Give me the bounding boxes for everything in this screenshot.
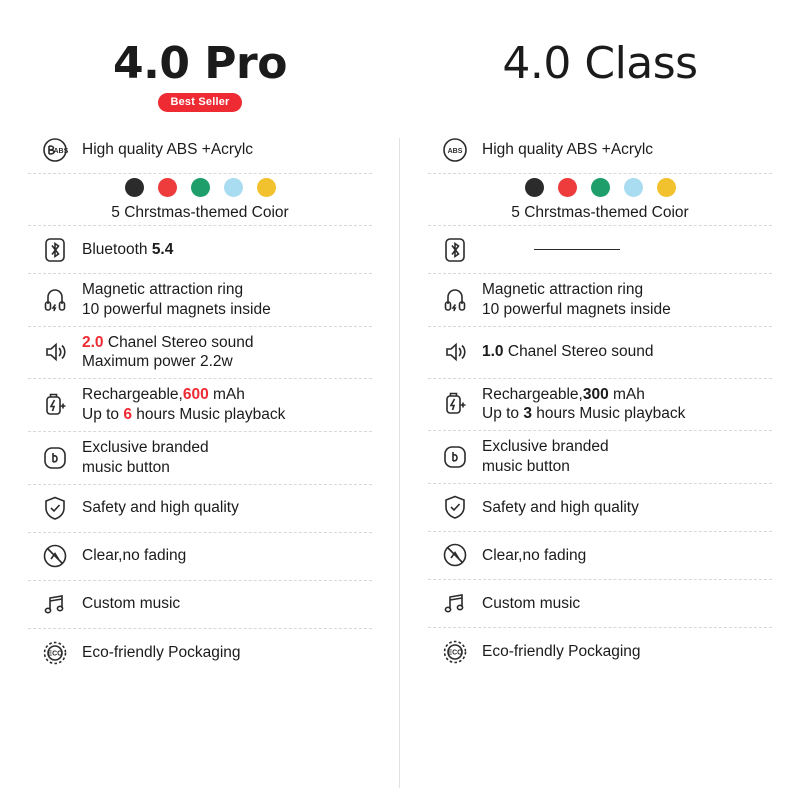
playback-suffix: hours Music playback xyxy=(131,406,286,424)
svg-text:ABS: ABS xyxy=(447,147,463,155)
bluetooth-label: Bluetooth xyxy=(82,240,152,258)
spec-text-colors: 5 Chrstmas-themed Coior xyxy=(111,204,289,221)
spec-row-safety xyxy=(28,485,372,533)
battery-unit: mAh xyxy=(208,386,245,404)
spec-text-custom-music: Custom music xyxy=(482,594,581,612)
svg-text:ECO: ECO xyxy=(47,650,63,658)
magnet-line-2: 10 powerful magnets inside xyxy=(482,300,671,318)
shield-check-icon xyxy=(28,493,82,523)
music-note-icon xyxy=(428,588,482,618)
swatch-green xyxy=(591,178,610,197)
spec-text-custom-music: Custom music xyxy=(82,595,181,613)
sound-channel-value: 2.0 xyxy=(82,333,104,351)
spec-row-sound xyxy=(28,327,372,380)
swatch-yellow xyxy=(657,178,676,197)
badge-container-secondary xyxy=(428,92,772,118)
spec-row-music-button xyxy=(428,431,772,484)
battery-charging-icon xyxy=(428,389,482,419)
battery-charging-icon xyxy=(28,390,82,420)
spec-text-magnet xyxy=(82,280,372,320)
svg-text:ECO: ECO xyxy=(447,649,463,657)
spec-row-magnet xyxy=(28,274,372,327)
spec-text-safety: Safety and high quality xyxy=(482,498,639,516)
page-title-secondary: 4.0 Class xyxy=(502,38,698,89)
battery-capacity: 300 xyxy=(582,385,609,403)
playback-prefix: Up to xyxy=(482,405,524,423)
badge-container xyxy=(28,92,372,118)
spec-text-colors: 5 Chrstmas-themed Coior xyxy=(511,204,689,221)
spec-text-clear: Clear,no fading xyxy=(82,547,187,565)
branded-music-button-icon xyxy=(28,443,82,473)
no-fading-icon xyxy=(28,541,82,571)
product-column-pro xyxy=(0,38,400,800)
playback-hours: 6 xyxy=(123,406,132,424)
branded-music-button-icon xyxy=(428,442,482,472)
eco-badge-icon xyxy=(28,638,82,668)
spec-row-battery xyxy=(28,379,372,432)
playback-hours: 3 xyxy=(523,405,532,423)
spec-list-pro xyxy=(28,126,372,677)
spec-row-sound xyxy=(428,327,772,379)
spec-text-material: High quality ABS +Acrylc xyxy=(482,140,654,158)
spec-text-music-button xyxy=(482,437,772,477)
status-badge: Best Seller xyxy=(158,93,241,112)
spec-row-bluetooth xyxy=(28,226,372,274)
spec-text-music-button xyxy=(82,438,372,478)
not-available-dash xyxy=(534,249,620,250)
speaker-icon xyxy=(428,337,482,367)
sound-channel-rest: Chanel Stereo sound xyxy=(103,333,254,351)
spec-row-clear xyxy=(28,533,372,581)
music-button-line-2: music button xyxy=(482,458,570,476)
swatch-black xyxy=(525,178,544,197)
magnet-line-2: 10 powerful magnets inside xyxy=(82,300,271,318)
spec-row-material xyxy=(428,126,772,174)
battery-line-2 xyxy=(82,405,372,425)
spec-text-sound xyxy=(82,333,372,373)
magnet-line-1: Magnetic attraction ring xyxy=(82,281,244,298)
abs-badge-icon xyxy=(28,134,82,166)
color-swatches-icon xyxy=(428,178,772,197)
music-button-line-1: Exclusive branded xyxy=(82,438,209,456)
sound-line-1 xyxy=(482,342,772,362)
swatch-black xyxy=(125,178,144,197)
spec-text-eco: Eco-friendly Pockaging xyxy=(82,643,241,661)
eco-badge-icon xyxy=(428,637,482,667)
spec-row-battery xyxy=(428,379,772,432)
no-fading-icon xyxy=(428,540,482,570)
spec-row-eco xyxy=(28,629,372,677)
battery-line-2 xyxy=(482,404,772,424)
product-column-class xyxy=(400,38,800,800)
spec-text-material: High quality ABS +Acrylc xyxy=(82,140,254,158)
color-swatches-icon xyxy=(28,178,372,197)
spec-row-eco xyxy=(428,628,772,676)
music-button-line-2: music button xyxy=(82,458,170,476)
spec-row-bluetooth xyxy=(428,226,772,274)
spec-text-bluetooth xyxy=(82,240,372,260)
spec-text-battery xyxy=(482,385,772,425)
spec-row-colors xyxy=(28,174,372,226)
sound-line-1 xyxy=(82,333,372,353)
bluetooth-icon xyxy=(428,235,482,265)
swatch-red xyxy=(158,178,177,197)
spec-row-clear xyxy=(428,532,772,580)
shield-check-icon xyxy=(428,492,482,522)
battery-prefix: Rechargeable, xyxy=(82,386,183,404)
spec-text-eco: Eco-friendly Pockaging xyxy=(482,643,641,661)
magnetic-ring-icon xyxy=(28,285,82,315)
bluetooth-version: 5.4 xyxy=(151,240,174,258)
spec-text-sound xyxy=(482,342,772,362)
music-button-line-1: Exclusive branded xyxy=(482,438,609,456)
swatch-light-blue xyxy=(224,178,243,197)
magnetic-ring-icon xyxy=(428,285,482,315)
spec-row-custom-music xyxy=(28,581,372,629)
playback-suffix: hours Music playback xyxy=(531,405,686,423)
page-title: 4.0 Pro xyxy=(113,38,287,89)
spec-row-magnet xyxy=(428,274,772,327)
spec-text-bluetooth xyxy=(482,240,772,260)
swatch-light-blue xyxy=(624,178,643,197)
spec-list-class xyxy=(428,126,772,676)
bluetooth-icon xyxy=(28,235,82,265)
spec-text-magnet xyxy=(482,280,772,320)
spec-row-custom-music xyxy=(428,580,772,628)
music-note-icon xyxy=(28,589,82,619)
battery-prefix: Rechargeable, xyxy=(482,385,583,403)
abs-badge-icon xyxy=(428,134,482,166)
battery-capacity: 600 xyxy=(182,386,209,404)
spec-row-colors xyxy=(428,174,772,226)
sound-channel-rest: Chanel Stereo sound xyxy=(503,343,654,361)
sound-line-2: Maximum power 2.2w xyxy=(82,353,233,371)
swatch-green xyxy=(191,178,210,197)
sound-channel-value: 1.0 xyxy=(482,343,504,361)
spec-row-material xyxy=(28,126,372,174)
battery-unit: mAh xyxy=(608,385,645,403)
battery-line-1 xyxy=(482,385,772,405)
spec-text-battery xyxy=(82,385,372,425)
speaker-icon xyxy=(28,337,82,367)
svg-text:ABS: ABS xyxy=(53,147,69,155)
swatch-yellow xyxy=(257,178,276,197)
magnet-line-1: Magnetic attraction ring xyxy=(482,281,644,298)
spec-row-music-button xyxy=(28,432,372,485)
swatch-red xyxy=(558,178,577,197)
spec-row-safety xyxy=(428,484,772,532)
spec-text-clear: Clear,no fading xyxy=(482,546,587,564)
spec-text-safety: Safety and high quality xyxy=(82,499,239,517)
playback-prefix: Up to xyxy=(82,406,124,424)
battery-line-1 xyxy=(82,385,372,405)
